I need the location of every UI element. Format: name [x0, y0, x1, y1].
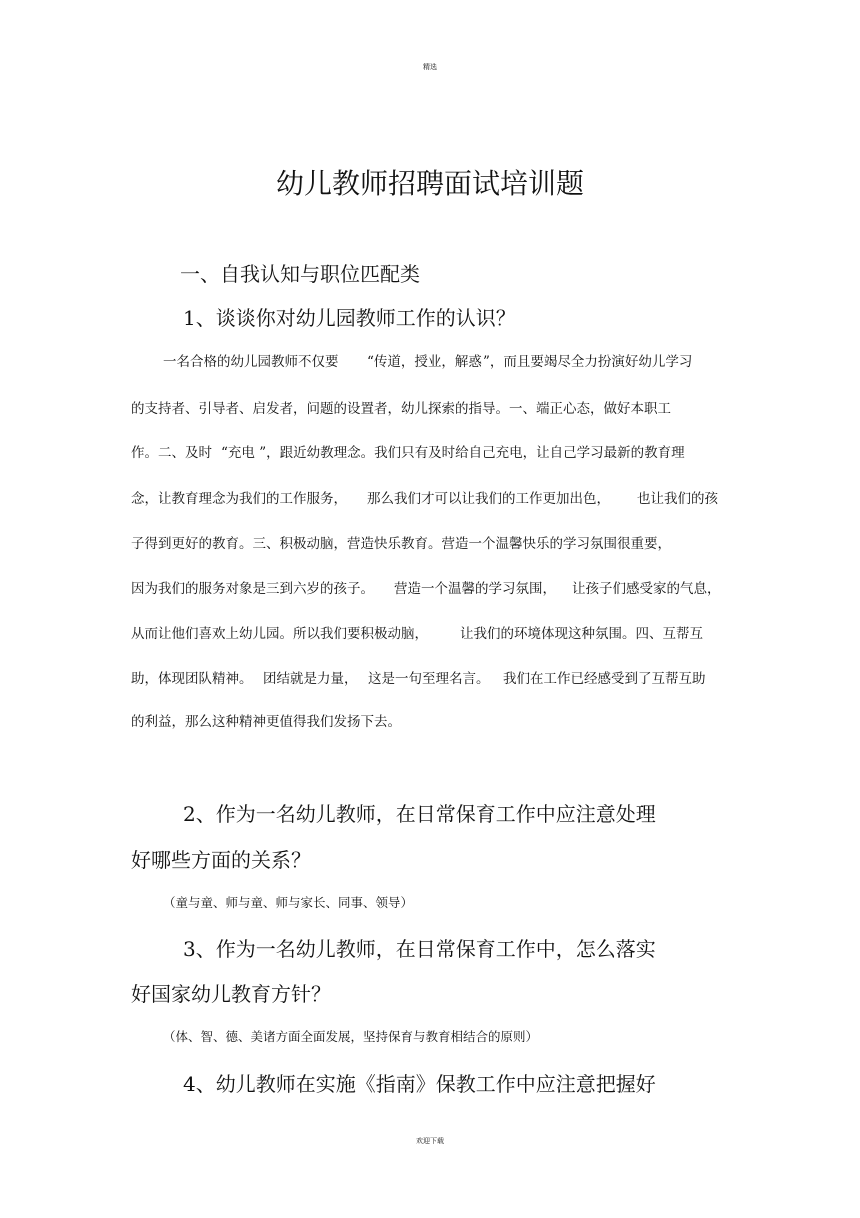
answer-1-line-8a: 助，体现团队精神。: [131, 671, 253, 687]
document-title: 幼儿教师招聘面试培训题: [275, 167, 584, 200]
answer-1-line-4a: 念，让教育理念为我们的工作服务，: [131, 491, 347, 507]
question-2-line-1: 2、作为一名幼儿教师，在日常保育工作中应注意处理: [183, 802, 656, 826]
answer-1-line-6c: 让孩子们感受家的气息，: [572, 581, 721, 597]
answer-2: （童与童、师与童、师与家长、同事、领导）: [163, 895, 414, 910]
answer-1-line-1c: ”，而且要竭尽全力扮演好幼儿学习: [483, 354, 693, 370]
answer-1-line-7b: 让我们的环境体现这种氛围。四、互帮互: [460, 626, 703, 642]
answer-1-line-2: 的支持者、引导者、启发者，问题的设置者，幼儿探索的指导。一、端正心态，做好本职工: [131, 401, 671, 417]
page-header: 精选: [423, 63, 437, 71]
question-1: 1、谈谈你对幼儿园教师工作的认识？: [183, 306, 516, 330]
answer-1-line-4c: 也让我们的孩: [637, 491, 718, 507]
answer-1-line-9: 的利益，那么这种精神更值得我们发扬下去。: [131, 714, 401, 730]
answer-1-line-6b: 营造一个温馨的学习氛围，: [394, 581, 556, 597]
answer-1-line-3a: 作。二、及时: [131, 445, 212, 461]
page-footer: 欢迎下载: [416, 1137, 444, 1145]
answer-1-line-5: 子得到更好的教育。三、积极动脑，营造快乐教育。营造一个温馨快乐的学习氛围很重要，: [131, 536, 671, 552]
answer-1-line-8b: 团结就是力量，: [263, 671, 358, 687]
question-4: 4、幼儿教师在实施《指南》保教工作中应注意把握好: [183, 1072, 656, 1096]
answer-1-line-1b: “传道，授业，解惑: [367, 354, 482, 370]
section-heading: 一、自我认知与职位匹配类: [180, 262, 420, 286]
answer-1-line-1a: 一名合格的幼儿园教师不仅要: [163, 354, 339, 370]
answer-1-line-4b: 那么我们才可以让我们的工作更加出色，: [367, 491, 610, 507]
answer-1-line-3b: “充电 ”，跟近幼教理念。我们只有及时给自己充电，让自己学习最新的教育理: [221, 445, 685, 461]
answer-1-line-8c: 这是一句至理名言。: [368, 671, 490, 687]
answer-1-line-6a: 因为我们的服务对象是三到六岁的孩子。: [131, 581, 374, 597]
question-3-line-1: 3、作为一名幼儿教师，在日常保育工作中，怎么落实: [183, 937, 656, 961]
answer-1-line-7a: 从而让他们喜欢上幼儿园。所以我们要积极动脑，: [131, 626, 428, 642]
answer-1-line-8d: 我们在工作已经感受到了互帮互助: [503, 671, 706, 687]
answer-3: （体、智、德、美诸方面全面发展，坚持保育与教育相结合的原则）: [163, 1029, 539, 1044]
question-3-line-2: 好国家幼儿教育方针？: [131, 982, 331, 1006]
question-2-line-2: 好哪些方面的关系？: [131, 848, 311, 872]
